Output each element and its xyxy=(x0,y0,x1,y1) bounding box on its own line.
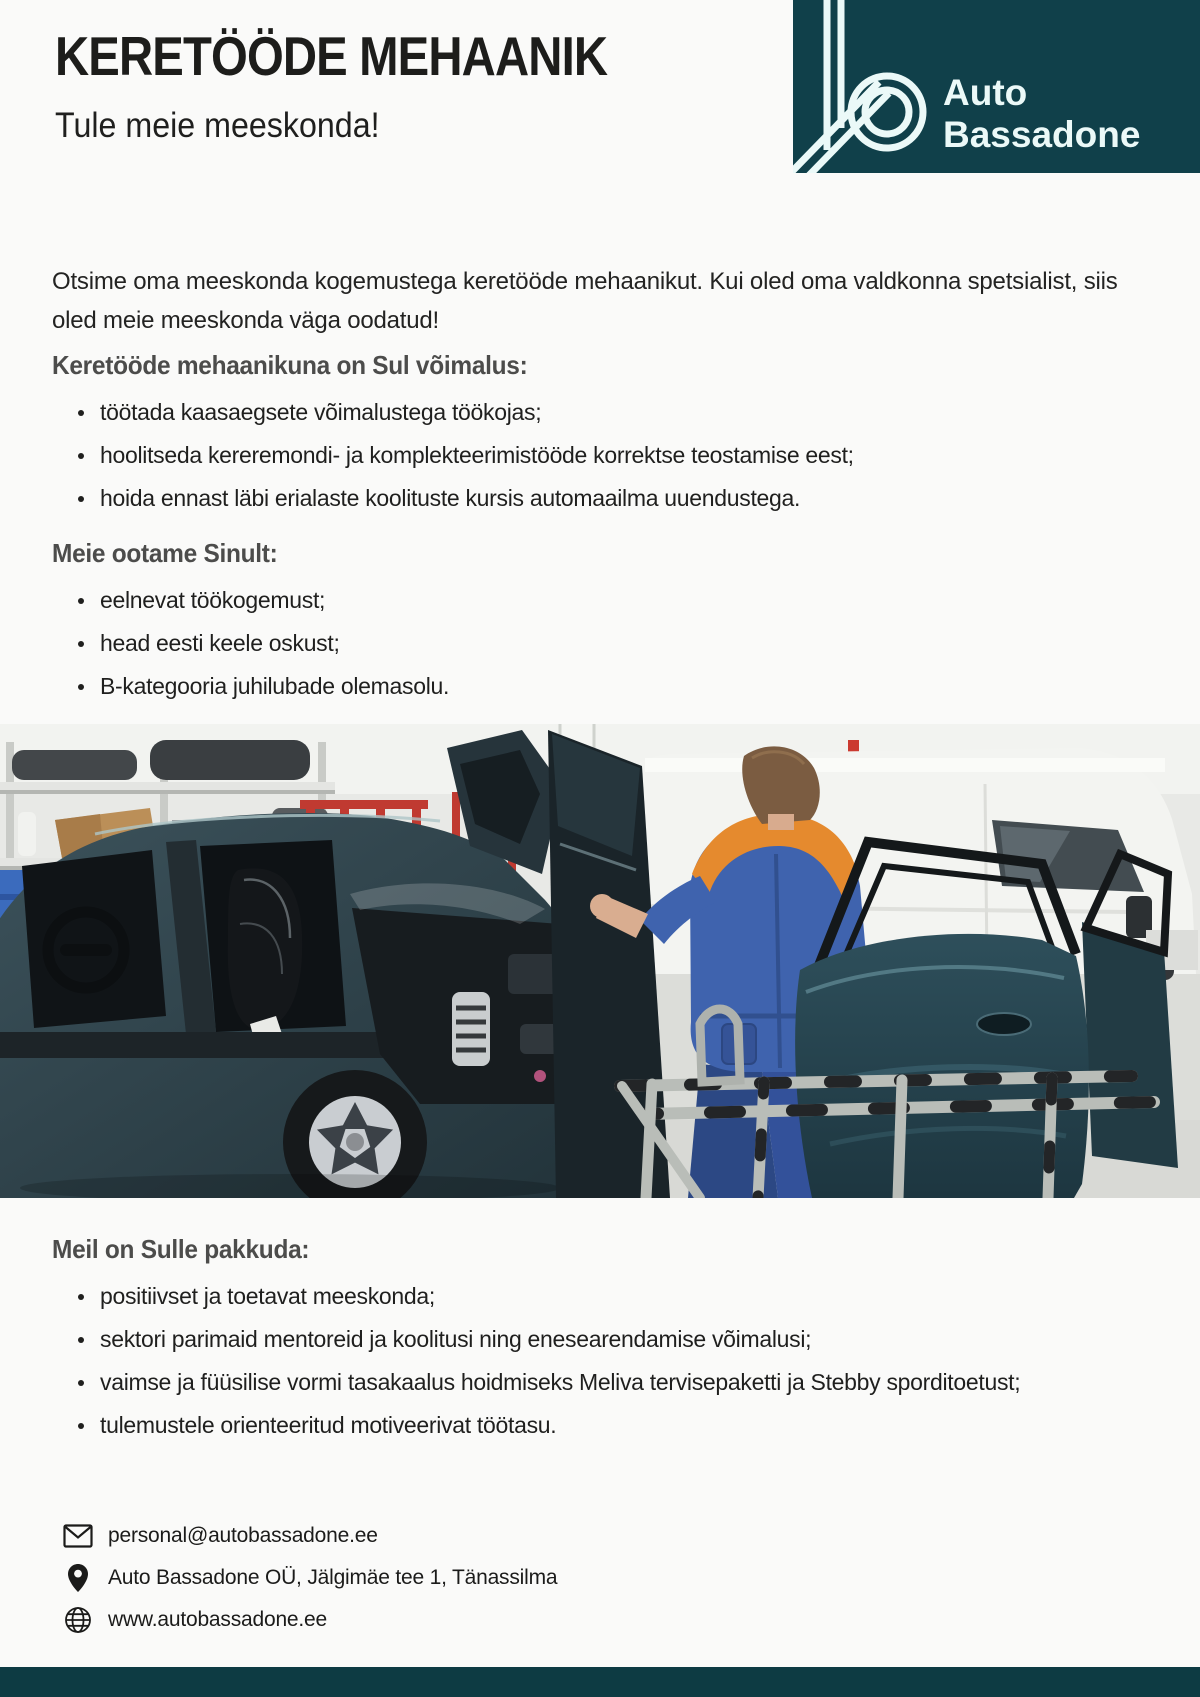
contact-address-row xyxy=(60,1562,557,1593)
logo-line1: Auto xyxy=(943,72,1028,113)
section-heading: Meie ootame Sinult: xyxy=(52,538,278,568)
contact-address: Auto Bassadone OÜ, Jälgimäe tee 1, Tänassilma xyxy=(108,1565,558,1589)
contact-email: personal@autobassadone.ee xyxy=(108,1523,378,1547)
contact-website-row xyxy=(60,1604,557,1635)
bullet-list xyxy=(52,391,1162,520)
workshop-photo xyxy=(0,724,1200,1198)
bullet-list xyxy=(52,579,1162,708)
location-pin-icon xyxy=(60,1563,96,1593)
bullet-item: head eesti keele oskust; xyxy=(52,622,1162,665)
envelope-icon xyxy=(60,1524,96,1548)
contact-website: www.autobassadone.ee xyxy=(108,1607,327,1631)
contact-block xyxy=(60,1520,557,1646)
section-heading: Keretööde mehaanikuna on Sul võimalus: xyxy=(52,350,528,380)
bullet-item: töötada kaasaegsete võimalustega töökojas; xyxy=(52,391,1162,434)
section-expectations xyxy=(52,538,1162,708)
footer-accent-bar xyxy=(0,1667,1200,1697)
auto-bassadone-b-mark-icon xyxy=(793,0,1200,173)
contact-email-row xyxy=(60,1520,557,1551)
header xyxy=(55,24,697,146)
section-heading: Meil on Sulle pakkuda: xyxy=(52,1234,310,1264)
bullet-item: hoida ennast läbi erialaste koolituste kursis automaailma uuendustega. xyxy=(52,477,1162,520)
bullet-item: sektori parimaid mentoreid ja koolitusi ning enesearendamise võimalusi; xyxy=(52,1318,1162,1361)
page-title: KERETÖÖDE MEHAANIK xyxy=(55,25,608,87)
section-offer xyxy=(52,1234,1162,1447)
bullet-item: vaimse ja füüsilise vormi tasakaalus hoidmiseks Meliva tervisepaketti ja Stebby sporditoetust; xyxy=(52,1361,1162,1404)
logo-line2: Bassadone xyxy=(943,114,1141,155)
bullet-item: eelnevat töökogemust; xyxy=(52,579,1162,622)
bullet-item: tulemustele orienteeritud motiveerivat töötasu. xyxy=(52,1404,1162,1447)
intro-paragraph: Otsime oma meeskonda kogemustega keretööde mehaanikut. Kui oled oma valdkonna spetsialist, siis oled meie meeskonda väga oodatud! xyxy=(52,268,1118,334)
bullet-item: hoolitseda kereremondi- ja komplekteerimistööde korrektse teostamise eest; xyxy=(52,434,1162,477)
bullet-item: B-kategooria juhilubade olemasolu. xyxy=(52,665,1162,708)
bullet-list xyxy=(52,1275,1162,1447)
page-subtitle: Tule meie meeskonda! xyxy=(55,106,380,145)
section-opportunities xyxy=(52,350,1162,520)
company-logo xyxy=(793,0,1200,173)
globe-icon xyxy=(60,1606,96,1634)
bullet-item: positiivset ja toetavat meeskonda; xyxy=(52,1275,1162,1318)
